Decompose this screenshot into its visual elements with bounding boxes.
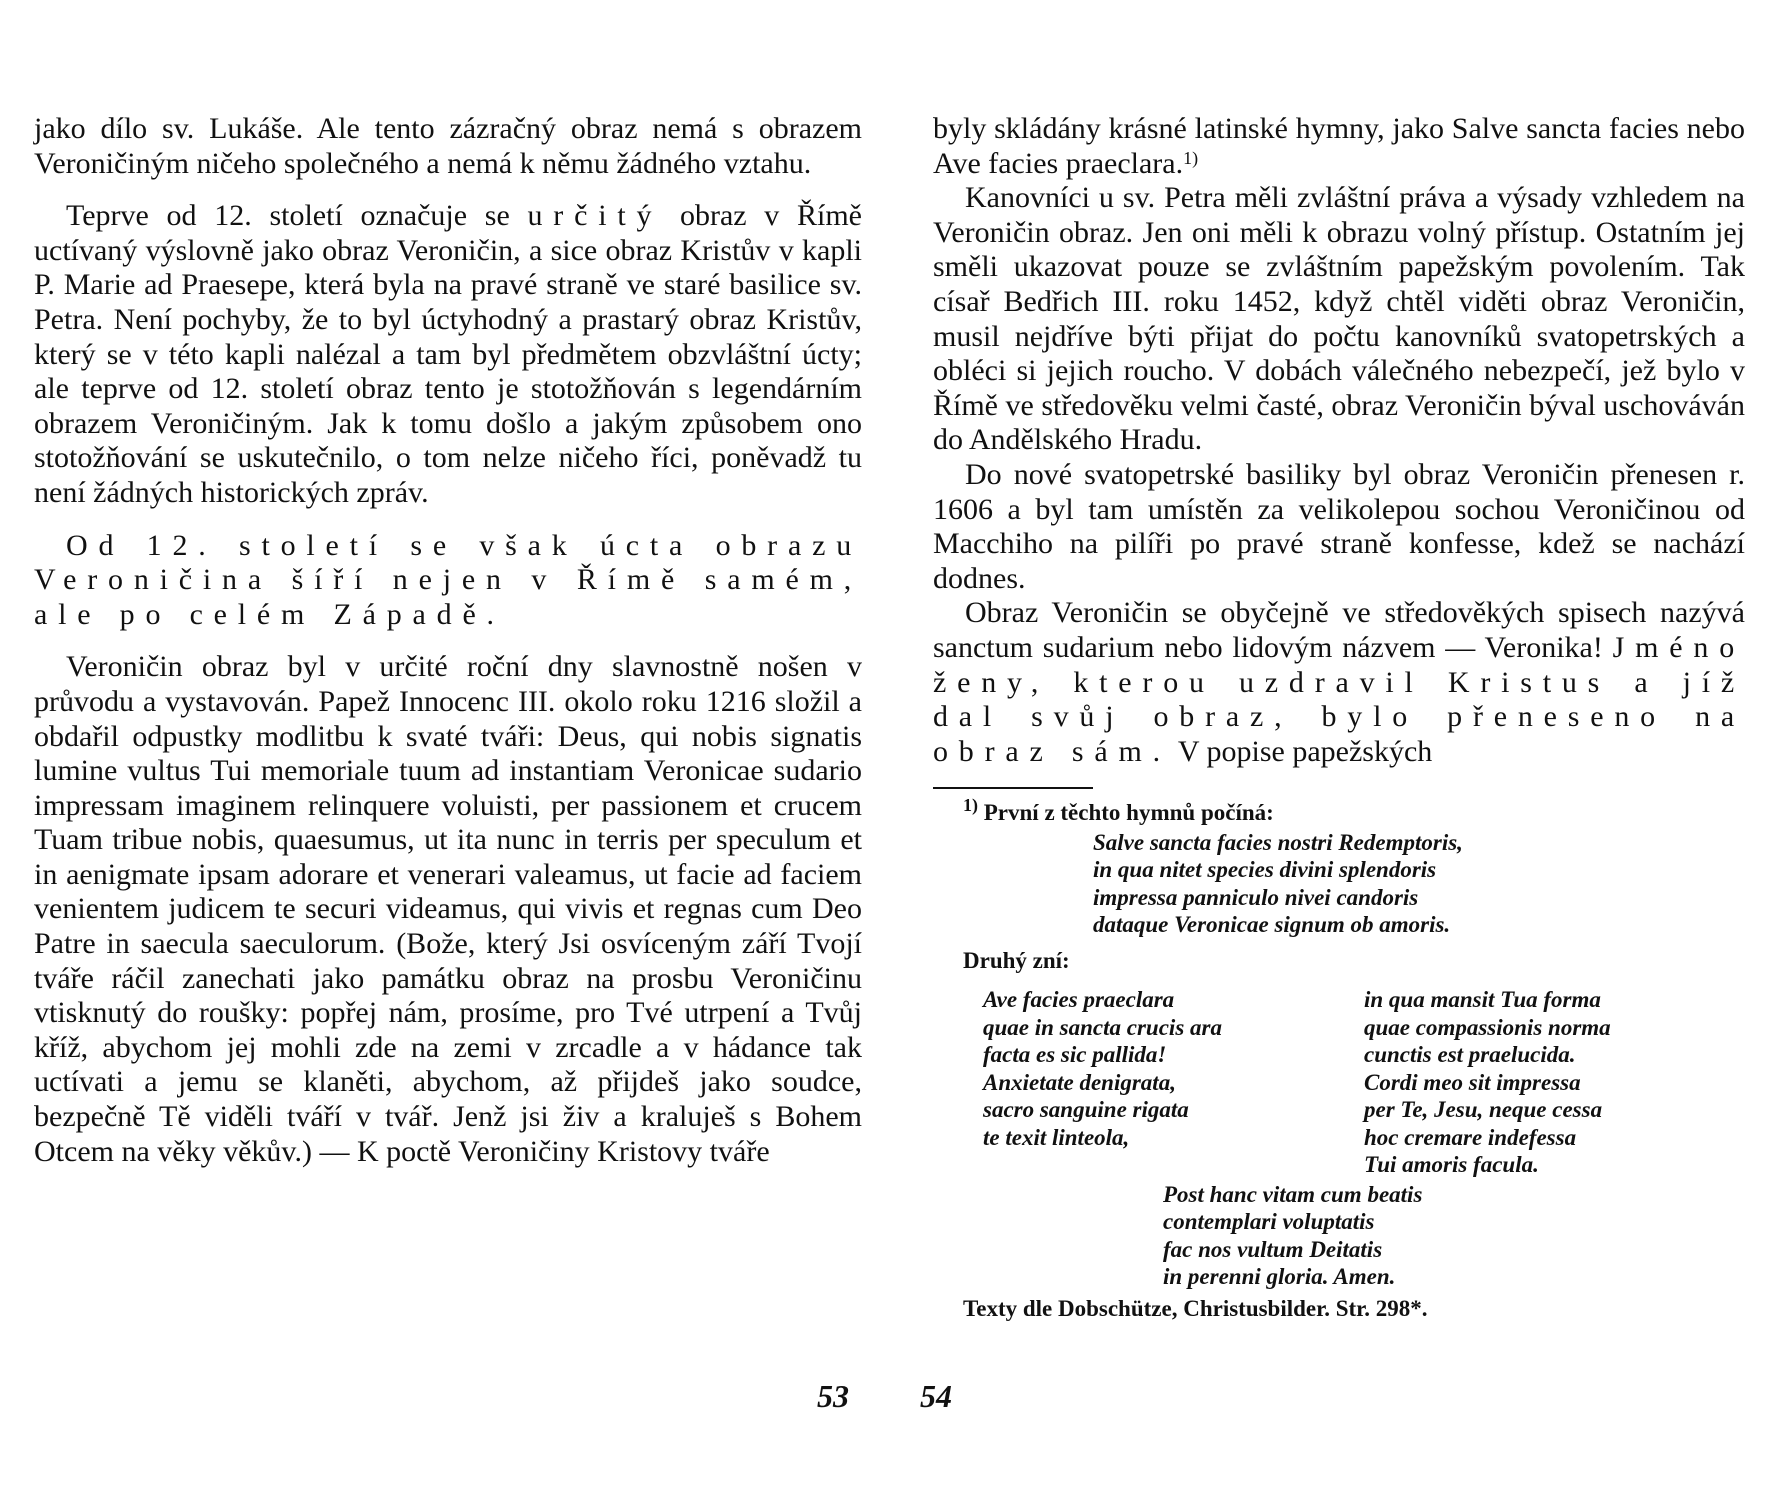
paragraph (34, 199, 862, 510)
verse-line: in qua nitet species divini splendoris (1093, 857, 1437, 883)
verse-line: facta es sic pallida! (983, 1042, 1167, 1068)
hymn-verse-3 (1163, 1181, 1745, 1291)
verse-line: quae compassionis norma (1364, 1014, 1611, 1040)
right-page (891, 0, 1782, 1500)
paragraph (933, 112, 1745, 181)
spaced-paragraph: Od 12. století se však úcta obrazu Veroničina šíří nejen v Římě samém, ale po celém Západě. (34, 528, 862, 631)
page-number: 54 (920, 1378, 952, 1414)
verse-line: dataque Veronicae signum ob amoris. (1093, 912, 1451, 938)
left-text-column (34, 112, 862, 1169)
verse-column-right (1364, 986, 1745, 1179)
paragraph: Do nové svatopetrské basiliky byl obraz Veroničin přenesen r. 1606 a byl tam umístěn za velikolepou sochou Veroničinou od Macchiho na pilíři po pravé straně konfesse, kdež se nachází dodnes. (933, 457, 1745, 595)
footnote-reference: 1) (1183, 147, 1199, 168)
verse-line: quae in sancta crucis ara (983, 1014, 1222, 1040)
second-hymn-label: Druhý zní: (963, 947, 1070, 973)
verse-line: in qua mansit Tua forma (1364, 987, 1601, 1013)
spaced-emphasis: Jméno ženy, kterou uzdravil Kristus a jíž dal svůj obraz, bylo přeneseno na obraz sám. (933, 630, 1745, 768)
verse-line: Cordi meo sit impressa (1364, 1069, 1581, 1095)
verse-line: fac nos vultum Deitatis (1163, 1236, 1383, 1262)
footnote-divider (933, 787, 1093, 789)
footnote-marker: 1) (963, 795, 978, 816)
footnote (933, 795, 1745, 1322)
verse-line: in perenni gloria. Amen. (1163, 1264, 1396, 1290)
verse-line: sacro sanguine rigata (983, 1097, 1189, 1123)
verse-line: te texit linteola, (983, 1124, 1130, 1150)
verse-line: Tui amoris facula. (1364, 1152, 1539, 1178)
verse-line: Ave facies praeclara (983, 987, 1175, 1013)
page-number: 53 (817, 1378, 849, 1414)
verse-line: per Te, Jesu, neque cessa (1364, 1097, 1603, 1123)
footnote-intro (963, 795, 1745, 827)
paragraph (933, 596, 1745, 769)
footnote-intro-text: První z těchto hymnů počíná: (978, 800, 1274, 826)
paragraph-text: obraz v Římě uctívaný výslovně jako obraz Veroničin, a sice obraz Kristův v kapli P. Marie ad Praesepe, která byla na pravé straně ve staré basilice sv. Petra. Není pochyby, že to byl úctyhodný a prastarý obraz Kristův, který se v této kapli nalézal a tam byl předmětem obzvláštní úcty; ale teprve od 12. století obraz tento je stotožňován s legendárním obrazem Veroničiným. Jak k tomu došlo a jakým způsobem ono stotožňování se uskutečnilo, o tom nelze ničeho říci, poněvadž tu není žádných historických zpráv. (34, 199, 862, 509)
verse-line: hoc cremare indefessa (1364, 1124, 1577, 1150)
right-text-column (933, 112, 1745, 1322)
verse-line: cunctis est praelucida. (1364, 1042, 1576, 1068)
verse-column-left (983, 986, 1364, 1179)
paragraph-text: Obraz Veroničin se obyčejně ve středověkých spisech nazývá sanctum sudarium nebo lidovým názvem — Veronika! (933, 596, 1745, 664)
hymn-verse-1 (1093, 829, 1745, 939)
footnote-source: Texty dle Dobschütze, Christusbilder. Str. 298*. (963, 1295, 1428, 1321)
paragraph-text: V popise papežských (1170, 734, 1433, 768)
paragraph: Kanovníci u sv. Petra měli zvláštní práva a výsady vzhledem na Veroničin obraz. Jen oni měli k obrazu volný přístup. Ostatním jej směli ukazovat pouze se zvláštním papežským povolením. Tak císař Bedřich III. roku 1452, když chtěl viděti obraz Veroničin, musil nejdříve býti přijat do počtu kanovníků svatopetrských a obléci si jejich roucho. V dobách válečného nebezpečí, jež bylo v Římě ve středověku velmi časté, obraz Veroničin býval uschováván do Andělského Hradu. (933, 181, 1745, 457)
spaced-emphasis: určitý (527, 199, 663, 233)
paragraph-text: byly skládány krásné latinské hymny, jako Salve sancta facies nebo Ave facies praeclara. (933, 112, 1745, 180)
paragraph-text: Teprve od 12. století označuje se (66, 199, 528, 233)
verse-line: Post hanc vitam cum beatis (1163, 1181, 1423, 1207)
hymn-verse-2 (983, 986, 1745, 1179)
verse-line: Salve sancta facies nostri Redemptoris, (1093, 829, 1463, 855)
verse-line: contemplari voluptatis (1163, 1209, 1375, 1235)
paragraph: jako dílo sv. Lukáše. Ale tento zázračný obraz nemá s obrazem Veroničiným ničeho společného a nemá k němu žádného vztahu. (34, 112, 862, 180)
verse-line: impressa panniculo nivei candoris (1093, 884, 1419, 910)
verse-line: Anxietate denigrata, (983, 1069, 1176, 1095)
paragraph: Veroničin obraz byl v určité roční dny slavnostně nošen v průvodu a vystavován. Papež Innocenc III. okolo roku 1216 složil a obdařil odpustky modlitbu k svaté tváři: Deus, qui nobis signatis lumine vultus Tui memoriale tuum ad instantiam Veronicae sudario impressam imaginem relinquere voluisti, per passionem et crucem Tuam tribue nobis, quaesumus, ut ita nunc in terris per speculum et in aenigmate ipsam adorare et venerari valeamus, ut facie ad faciem venientem judicem te securi videamus, qui vivis et regnas cum Deo Patre in saecula saeculorum. (Bože, který Jsi osvíceným září Tvojí tváře ráčil zanechati jako památku obraz na prosbu Veroničinu vtisknutý do roušky: popřej nám, prosíme, pro Tvé utrpení a Tvůj kříž, abychom jej mohli zde na zemi v zrcadle a v hádance tak uctívati a jemu se klaněti, abychom, až přijdeš jako soudce, bezpečně Tě viděli tváří v tvář. Jenž jsi živ a kraluješ s Bohem Otcem na věky věkův.) — K poctě Veroničiny Kristovy tváře (34, 650, 862, 1168)
